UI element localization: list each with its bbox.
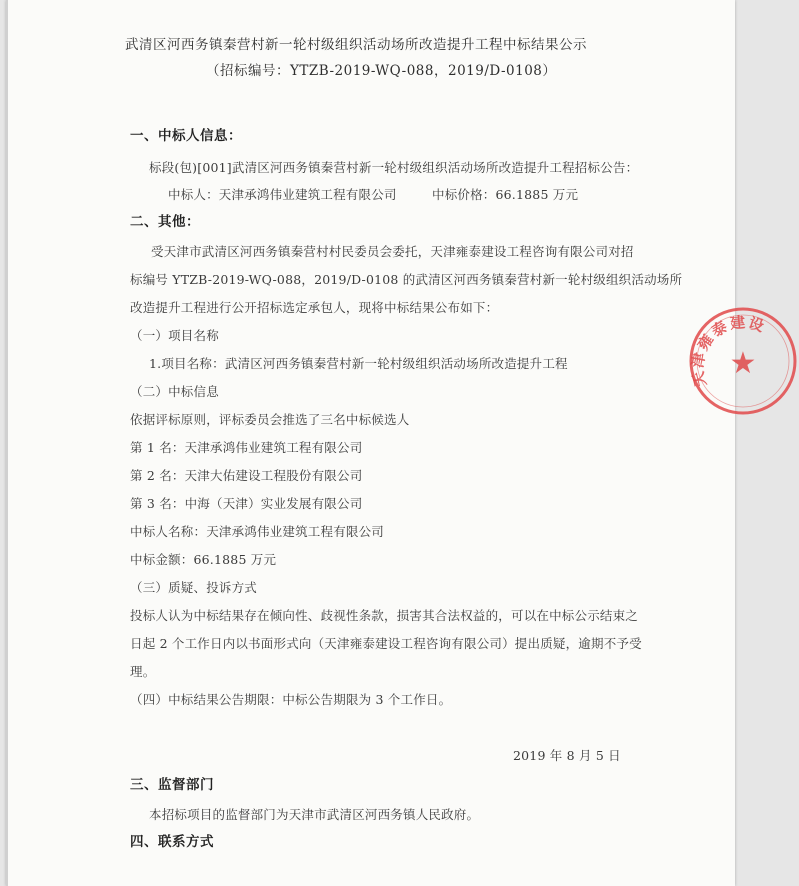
svg-text:★: ★ (729, 346, 757, 381)
winner-line: 中标人：天津承鸿伟业建筑工程有限公司 (168, 187, 397, 202)
document-date: 2019 年 8 月 5 日 (513, 748, 621, 763)
rank-1: 第 1 名：天津承鸿伟业建筑工程有限公司 (130, 440, 363, 455)
company-seal-icon (687, 305, 799, 417)
para-line-3: 改造提升工程进行公开招标选定承包人，现将中标结果公布如下： (130, 300, 499, 315)
complaint-line-3: 理。 (130, 664, 156, 679)
seal-text: 天津雍泰建设 (688, 312, 769, 389)
document-subtitle: （招标编号：YTZB-2019-WQ-088，2019/D-0108） (206, 63, 557, 79)
document-title: 武清区河西务镇秦营村新一轮村级组织活动场所改造提升工程中标结果公示 (125, 37, 587, 53)
para-line-1: 受天津市武清区河西务镇秦营村村民委员会委托，天津雍泰建设工程咨询有限公司对招 (151, 244, 634, 259)
rank-3: 第 3 名：中海（天津）实业发展有限公司 (130, 496, 363, 511)
complaint-line-1: 投标人认为中标结果存在倾向性、歧视性条款，损害其合法权益的，可以在中标公示结束之 (130, 608, 639, 623)
basis-line: 依据评标原则，评标委员会推选了三名中标候选人 (130, 412, 410, 427)
complaint-line-2: 日起 2 个工作日内以书面形式向（天津雍泰建设工程咨询有限公司）提出质疑，逾期不予受 (130, 636, 642, 651)
section1-heading: 一、中标人信息： (130, 128, 242, 144)
scan-edge (6, 0, 8, 886)
rank-2: 第 2 名：天津大佑建设工程股份有限公司 (130, 468, 363, 483)
winner-name: 中标人名称：天津承鸿伟业建筑工程有限公司 (130, 524, 385, 539)
section2-heading: 二、其他： (130, 214, 200, 230)
subsection-4: （四）中标结果公告期限：中标公告期限为 3 个工作日。 (130, 692, 452, 707)
lot-line: 标段(包)[001]武清区河西务镇秦营村新一轮村级组织活动场所改造提升工程招标公告： (149, 160, 639, 175)
supervisor-line: 本招标项目的监督部门为天津市武清区河西务镇人民政府。 (149, 807, 480, 822)
project-name: 1.项目名称：武清区河西务镇秦营村新一轮村级组织活动场所改造提升工程 (149, 356, 568, 371)
subsection-3: （三）质疑、投诉方式 (130, 580, 258, 595)
winning-amount: 中标金额：66.1885 万元 (130, 552, 277, 567)
section4-heading: 四、联系方式 (130, 834, 214, 850)
para-line-2: 标编号 YTZB-2019-WQ-088，2019/D-0108 的武清区河西务镇秦营村新一轮村级组织活动场所 (130, 272, 683, 287)
subsection-2: （二）中标信息 (130, 384, 219, 399)
price-line: 中标价格：66.1885 万元 (432, 187, 579, 202)
document-page (6, 0, 769, 886)
section3-heading: 三、监督部门 (130, 777, 214, 793)
subsection-1: （一）项目名称 (130, 328, 219, 343)
